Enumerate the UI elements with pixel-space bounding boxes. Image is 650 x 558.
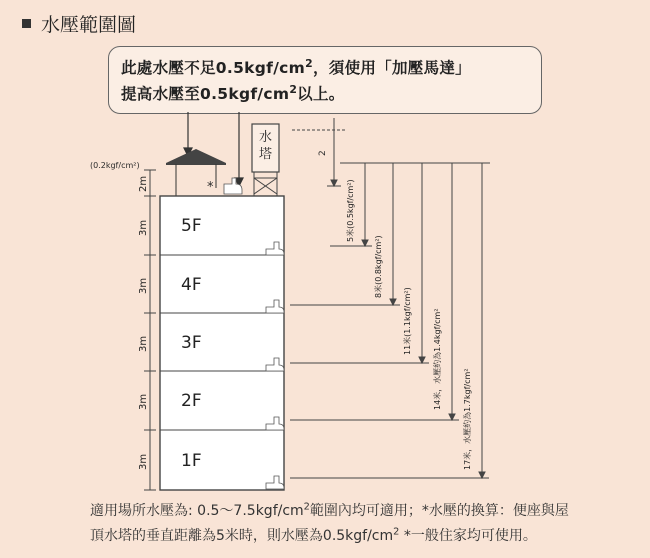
floor-label-3f: 3F: [181, 333, 202, 353]
callout-line-1: 此處水壓不足$0.5kgf/cm^2$，須使用「加壓馬達」: [121, 56, 471, 77]
floor-label-2f: 2F: [181, 391, 202, 411]
top-pressure-label: (0.2kgf/cm²): [90, 161, 140, 170]
asterisk-mark: *: [207, 180, 214, 195]
water-tower-stand: [254, 172, 277, 196]
tower-label-2: 塔: [259, 147, 273, 162]
dim-label-3m: 3m: [138, 335, 149, 352]
floor-label-5f: 5F: [181, 216, 202, 236]
left-dimension-line: [144, 170, 156, 490]
dim-label-3m: 3m: [138, 453, 149, 470]
pressure-label-17m: 17米，水壓約為1.7kgf/cm²: [463, 368, 472, 470]
pressure-label-5m: 5米(0.5kgf/cm²): [346, 179, 355, 242]
callout-line-2: 提高水壓至$0.5kgf/cm^2$以上。: [121, 82, 345, 103]
tower-label-1: 水: [259, 130, 273, 145]
footer-line-2: 頂水塔的垂直距離為5米時，則水壓為$0.5kgf/cm^2$ *一般住家均可使用。: [90, 526, 537, 544]
pressure-label-11m: 11米(1.1kgf/cm²): [403, 287, 412, 355]
floor-label-4f: 4F: [181, 275, 202, 295]
footer-line-1: 適用場所水壓為: $0.5\sim 7.5kgf/cm^2$範圍內均可適用；*水壓的換算：便座與屋: [90, 501, 569, 519]
tower-dim-label: 2: [318, 150, 328, 156]
dim-label-3m: 3m: [138, 219, 149, 236]
dim-label-3m: 3m: [138, 277, 149, 294]
pressure-lines: [290, 163, 490, 478]
title-text: 水壓範圍圖: [41, 14, 137, 36]
building-body: [160, 196, 284, 490]
roof-icon: [166, 149, 226, 163]
dim-label-3m: 3m: [138, 393, 149, 410]
dim-label-2m: 2m: [138, 175, 149, 192]
pressure-label-8m: 8米(0.8kgf/cm²): [374, 235, 383, 298]
callout-pointers: [184, 112, 243, 186]
pressure-label-14m: 14米，水壓約為1.4kgf/cm²: [433, 308, 442, 410]
floor-label-1f: 1F: [181, 451, 202, 471]
